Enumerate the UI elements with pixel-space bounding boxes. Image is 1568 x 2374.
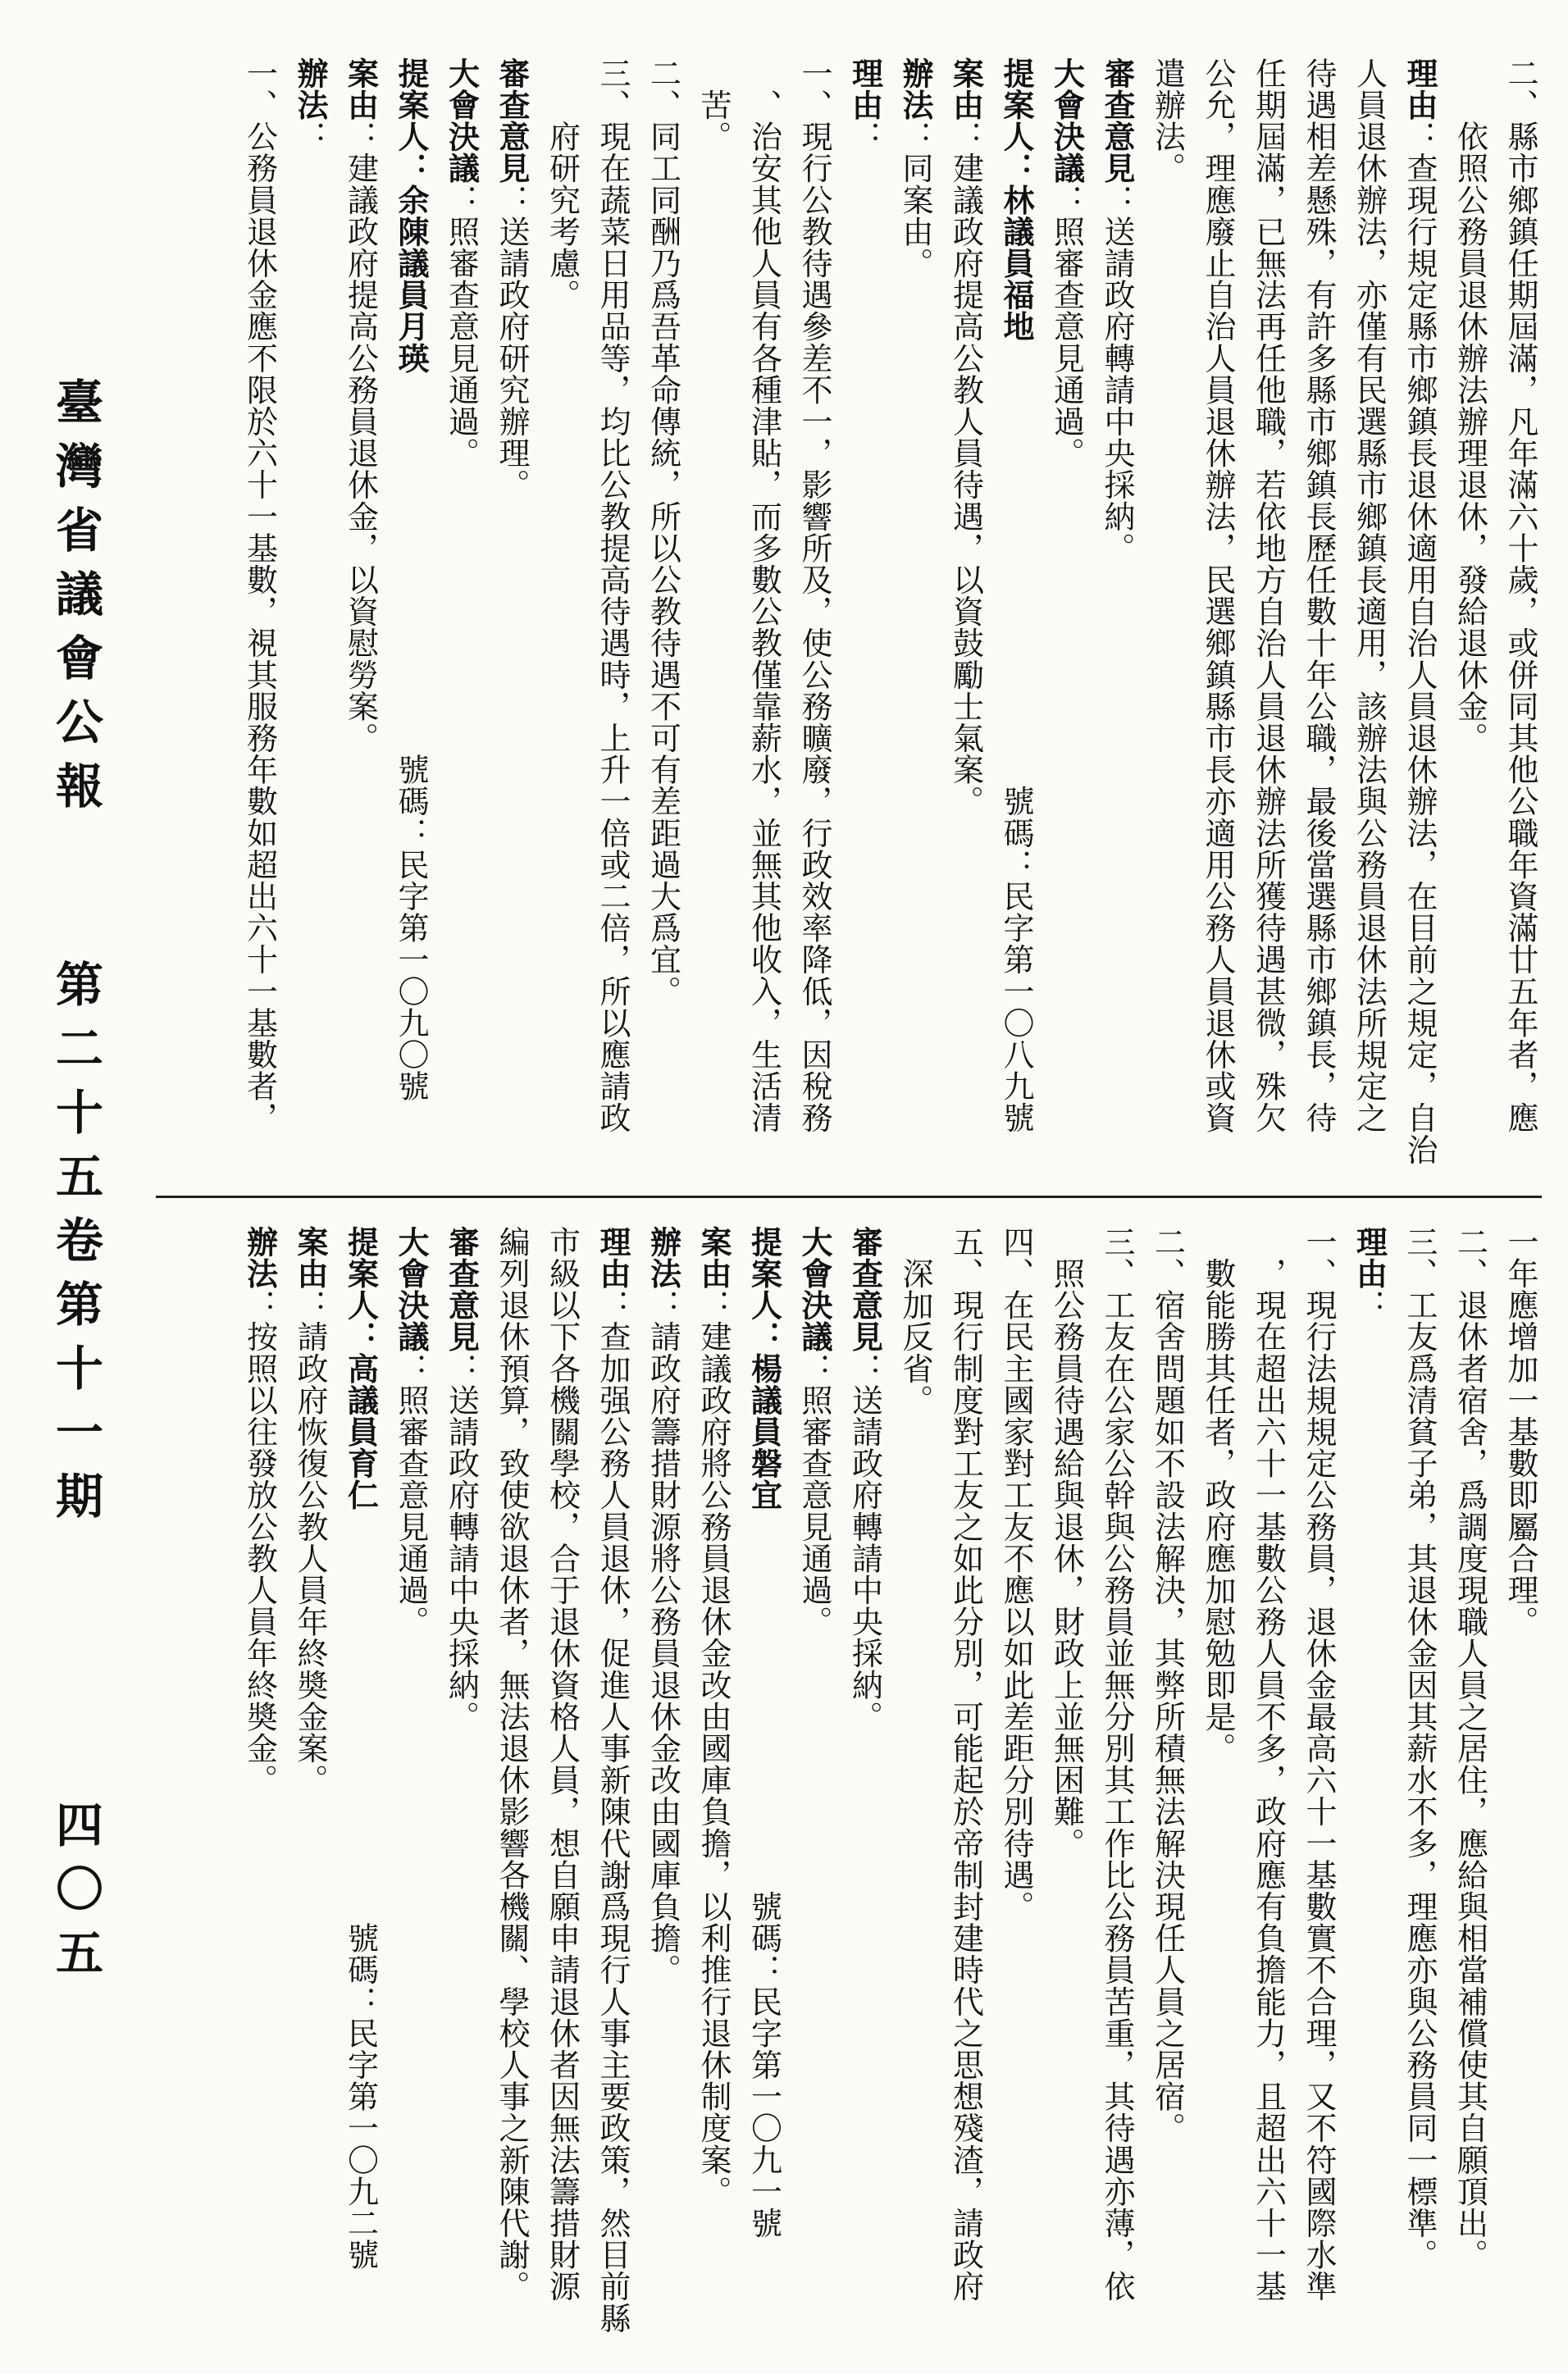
top-column: 、治安其他人員有各種津貼，而多數公教僅靠薪水，並無其他收入，生活清 [745, 57, 782, 1134]
label-heading: 案由 [695, 1226, 732, 1290]
bottom-column [390, 1226, 431, 1638]
bottom-column [845, 1226, 886, 1733]
bottom-column: ，現在超出六十一基數公務人員不多，政府應有負擔能力，且超出六十一基 [1250, 1226, 1287, 2303]
header-issue: 第十一期 [48, 1279, 103, 1535]
top-column: 公允，理應廢止自治人員退休辦法，民選鄉鎮縣市長亦適用公務人員退休或資 [1200, 57, 1236, 1134]
label-heading: 理由 [595, 1226, 631, 1290]
top-column: 人員退休辦法，亦僅有民選縣市鄉鎮長適用，該辦法與公務員退休法所規定之 [1351, 57, 1388, 1134]
column-text: ：送請政府轉請中央採納。 [1099, 184, 1135, 564]
header-title: 臺灣省議會公報 [48, 377, 103, 825]
section-divider [156, 1196, 1542, 1198]
column-text: ：照審查意見通過。 [443, 184, 480, 469]
top-column: 府研究考慮。 [544, 57, 581, 311]
bottom-column: 五、現行制度對工友之如此分別，可能起於帝制封建時代之思想殘渣，請政府 [947, 1226, 984, 2303]
top-column [441, 57, 482, 469]
column-text: ：查加强公務人員退休，促進人事新陳代謝爲現行人事主要政策，然目前縣 [595, 1289, 631, 2335]
label-heading: 理由 [1402, 57, 1438, 121]
label-heading: 辦法 [241, 1226, 279, 1290]
bottom-column: 一年應增加一基數即屬合理。 [1502, 1226, 1538, 1638]
bottom-column: 深加反省。 [897, 1226, 933, 1416]
label-heading: 審查意見 [494, 57, 531, 185]
column-text: ：照審查意見通過。 [796, 1352, 832, 1638]
column-text: 號碼：民字第一〇九一號 [745, 1511, 782, 2240]
bottom-column: 編列退休預算，致使欲退休者，無法退休影響各機關、學校人事之新陳代謝。 [494, 1226, 530, 2303]
column-text: ：建議政府提高公教人員待遇，以資鼓勵士氣案。 [947, 121, 984, 818]
top-column: 依照公務員退休辦法辦理退休，發給退休金。 [1452, 57, 1488, 754]
top-column [491, 57, 532, 500]
label-heading: 大會決議 [393, 1226, 430, 1353]
label-heading: 辦法 [292, 57, 329, 121]
bottom-column: 二、宿舍問題如不設法解決，其弊所積無法解決現任人員之居宿。 [1149, 1226, 1186, 2144]
bottom-column [592, 1226, 633, 2334]
top-column: 任期屆滿，已無法再任他職，若依地方自治人員退休辦法所獲待遇甚微，殊欠 [1250, 57, 1287, 1134]
column-text: ：建議政府將公務員退休金改由國庫負擔，以利推行退休制度案。 [695, 1289, 732, 2208]
bottom-column: 市級以下各機關學校，合于退休資格人員，想自願申請退休者因無法籌措財源 [544, 1226, 581, 2303]
column-text: 號碼：民字第一〇九二號 [342, 1511, 379, 2271]
top-column [390, 57, 431, 1102]
bottom-column: 一、現行法規規定公務員，退休金最高六十一基數實不合理，又不符國際水準 [1301, 1226, 1337, 2303]
top-column [946, 57, 987, 817]
top-column: 一、公務員退休金應不限於六十一基數，視其服務年數如超出六十一基數者， [241, 57, 278, 1134]
top-column [340, 57, 381, 754]
top-column: 三、現在蔬菜日用品等，均比公教提高待遇時，上升一倍或二倍，所以應請政 [595, 57, 631, 1134]
bottom-column: 三、工友爲清貧子弟，其退休金因其薪水不多，理應亦與公務員同一標準。 [1402, 1226, 1438, 2271]
column-text: ： [292, 121, 328, 153]
top-column: 待遇相差懸殊，有許多縣市鄉鎮長歷任數十年公職，最後當選縣市鄉鎮長，待 [1301, 57, 1337, 1134]
label-heading: 審查意見 [846, 1226, 884, 1353]
column-text: ：按照以往發放公教人員年終奬金。 [241, 1289, 278, 1796]
top-column [845, 57, 886, 153]
column-text: ：送請政府轉請中央採納。 [846, 1352, 883, 1733]
column-text: 號碼：民字第一〇八九號 [998, 342, 1034, 1134]
column-text: ：建議政府提高公務員退休金，以資慰勞案。 [342, 121, 379, 754]
label-heading: 案由 [947, 57, 985, 121]
label-heading: 提案人：楊議員磐宜 [745, 1226, 783, 1511]
bottom-column: 三、工友在公家公幹與公務員並無分別其工作比公務員苦重，其待遇亦薄，依 [1099, 1226, 1135, 2303]
bottom-column [289, 1226, 330, 1796]
top-column [996, 57, 1037, 1133]
bottom-column: 四、在民主國家對工友不應以如此差距分別待遇。 [998, 1226, 1034, 1923]
label-heading: 提案人：林議員福地 [998, 57, 1035, 343]
bottom-column [693, 1226, 734, 2208]
label-heading: 大會決議 [1048, 57, 1086, 185]
column-text: ：請政府籌措財源將公務員退休金改由國庫負擔。 [645, 1289, 681, 1986]
label-heading: 理由 [846, 57, 884, 121]
header-volume: 第二十五卷 [48, 959, 103, 1279]
bottom-column [239, 1226, 280, 1796]
bottom-column [643, 1226, 684, 1985]
column-text: ： [846, 121, 883, 153]
label-heading: 提案人：高議員育仁 [342, 1226, 380, 1511]
top-column: 遣辦法。 [1149, 57, 1186, 185]
column-text: 號碼：民字第一〇九〇號 [393, 374, 429, 1102]
label-heading: 大會決議 [796, 1226, 833, 1353]
bottom-column: 二、退休者宿舍，爲調度現職人員之居住，應給與相當補償使其自願頂出。 [1452, 1226, 1488, 2271]
column-text: ：同案由。 [897, 121, 933, 280]
top-column [1399, 57, 1440, 1165]
label-heading: 理由 [1351, 1226, 1388, 1290]
top-column [289, 57, 330, 153]
top-column: 二、縣市鄉鎮任期屆滿，凡年滿六十歲，或併同其他公職年資滿廿五年者，應 [1502, 57, 1538, 1134]
top-column [1096, 57, 1137, 564]
top-column: 苦。 [695, 57, 732, 153]
column-text: ：送請政府研究辦理。 [494, 184, 530, 501]
label-heading: 提案人：余陳議員月瑛 [393, 57, 430, 374]
label-heading: 辦法 [897, 57, 934, 121]
label-heading: 審查意見 [1099, 57, 1136, 185]
label-heading: 案由 [292, 1226, 329, 1290]
top-column: 二、同工同酬乃爲吾革命傳統，所以公教待遇不可有差距過大爲宜。 [645, 57, 681, 1007]
top-column [895, 57, 936, 279]
column-text: ：照審查意見通過。 [1048, 184, 1085, 469]
bottom-column: 數能勝其任者，政府應加慰勉即是。 [1200, 1226, 1236, 1765]
bottom-column [340, 1226, 381, 2271]
bottom-column [794, 1226, 835, 1638]
bottom-column [744, 1226, 785, 2239]
label-heading: 審查意見 [443, 1226, 481, 1353]
bottom-column: 照公務員待遇給與退休，財政上並無困難。 [1048, 1226, 1085, 1859]
top-column [1046, 57, 1087, 469]
column-text: ：送請政府轉請中央採納。 [443, 1352, 480, 1733]
label-heading: 大會決議 [443, 57, 481, 185]
column-text: ： [1351, 1289, 1388, 1321]
top-column: 一、現行公教待遇參差不一，影響所及，使公務曠廢，行政效率降低，因稅務 [796, 57, 832, 1134]
label-heading: 辦法 [645, 1226, 682, 1290]
column-text: ：請政府恢復公教人員年終奬金案。 [292, 1289, 328, 1796]
bottom-column [441, 1226, 482, 1733]
label-heading: 案由 [342, 57, 380, 121]
page-number: 四〇五 [48, 1800, 103, 1992]
column-text: ：照審查意見通過。 [393, 1352, 429, 1638]
bottom-column [1349, 1226, 1390, 1321]
column-text: ：查現行規定縣市鄉鎮長退休適用自治人員退休辦法，在目前之規定，自治 [1402, 121, 1438, 1166]
